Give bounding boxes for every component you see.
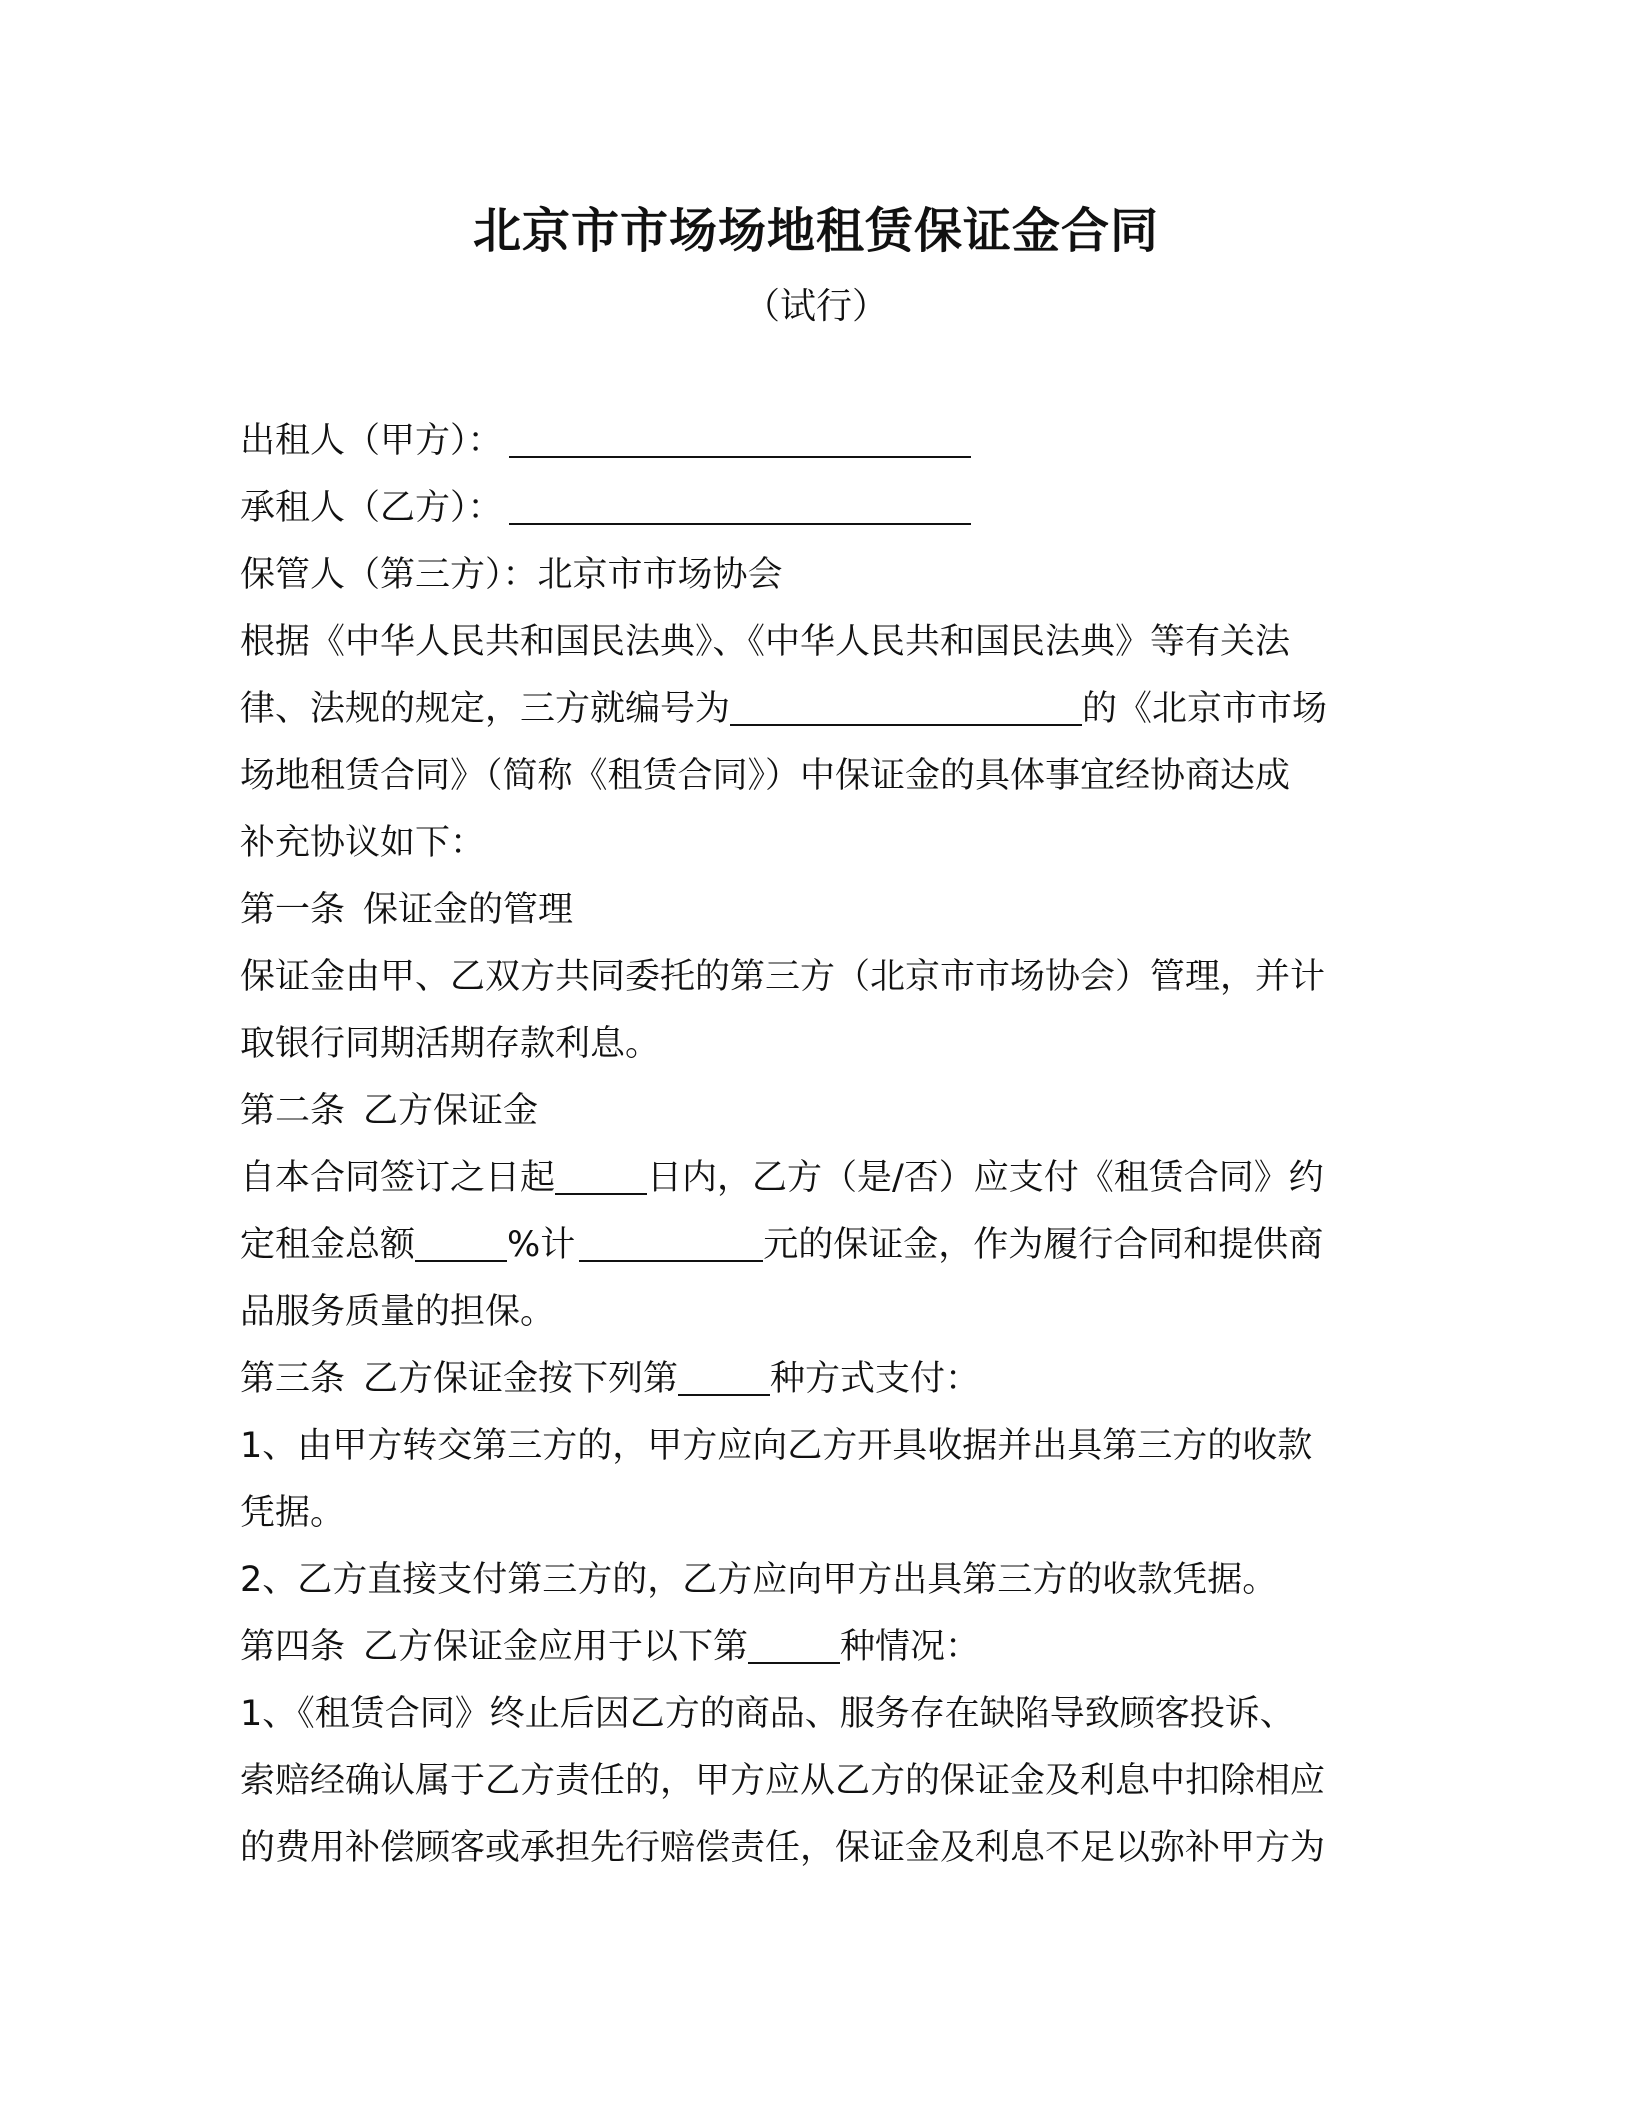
article-3-item-2: 2、乙方直接支付第三方的，乙方应向甲方出具第三方的收款凭据。 xyxy=(240,1560,1278,1600)
article-2-line-3: 品服务质量的担保。 xyxy=(240,1292,556,1332)
article-title: 保证金的管理 xyxy=(363,890,574,930)
article-text: %计 xyxy=(507,1225,576,1265)
article-2-line-2 xyxy=(240,1212,1390,1279)
lessor-line xyxy=(240,408,1390,475)
article-1-line-2: 取银行同期活期存款利息。 xyxy=(240,1024,661,1064)
usage-case-blank xyxy=(748,1618,840,1664)
lessee-blank xyxy=(509,479,971,525)
article-title: 乙方保证金按下列第 xyxy=(363,1359,679,1399)
article-title: 种方式支付： xyxy=(770,1359,981,1399)
article-text: 日内，乙方（是/否）应支付《租赁合同》约 xyxy=(647,1158,1324,1198)
lessee-label: 承租人（乙方）： xyxy=(240,488,503,528)
article-3-item-1-line-1: 1、由甲方转交第三方的，甲方应向乙方开具收据并出具第三方的收款 xyxy=(240,1426,1313,1466)
document-title: 北京市市场场地租赁保证金合同 xyxy=(472,203,1159,259)
percent-blank xyxy=(415,1216,507,1262)
article-3-item-1-line-2: 凭据。 xyxy=(240,1493,346,1533)
article-text: 定租金总额 xyxy=(240,1225,416,1265)
article-1-heading xyxy=(240,877,1390,944)
preamble-line-2 xyxy=(240,676,1390,743)
contract-number-blank xyxy=(730,680,1082,726)
article-number: 第二条 xyxy=(240,1091,346,1131)
lessor-blank xyxy=(509,412,971,458)
article-3-heading xyxy=(240,1346,1390,1413)
article-4-item-1-line-1: 1、《租赁合同》终止后因乙方的商品、服务存在缺陷导致顾客投诉、 xyxy=(240,1694,1295,1734)
article-title: 种情况： xyxy=(840,1627,981,1667)
payment-method-blank xyxy=(678,1350,770,1396)
article-4-item-1-line-3: 的费用补偿顾客或承担先行赔偿责任，保证金及利息不足以弥补甲方为 xyxy=(240,1828,1326,1868)
lessor-label: 出租人（甲方）： xyxy=(240,421,503,461)
custodian-line: 保管人（第三方）：北京市市场协会 xyxy=(240,555,783,595)
article-2-heading xyxy=(240,1078,1390,1145)
article-2-line-1 xyxy=(240,1145,1390,1212)
lessee-line xyxy=(240,475,1390,542)
article-title: 乙方保证金 xyxy=(363,1091,539,1131)
article-text: 元的保证金，作为履行合同和提供商 xyxy=(763,1225,1324,1265)
days-blank xyxy=(555,1149,647,1195)
amount-blank xyxy=(579,1216,763,1262)
document-body xyxy=(240,408,1390,1882)
document-subtitle: （试行） xyxy=(743,286,888,327)
preamble-line-3: 场地租赁合同》（简称《租赁合同》）中保证金的具体事宜经协商达成 xyxy=(240,756,1291,796)
preamble-text: 律、法规的规定，三方就编号为 xyxy=(240,689,731,729)
preamble-line-1: 根据《中华人民共和国民法典》、《中华人民共和国民法典》等有关法 xyxy=(240,622,1291,662)
article-4-heading xyxy=(240,1614,1390,1681)
preamble-text: 的《北京市市场 xyxy=(1082,689,1328,729)
preamble-line-4: 补充协议如下： xyxy=(240,823,486,863)
article-number: 第一条 xyxy=(240,890,346,930)
article-title: 乙方保证金应用于以下第 xyxy=(363,1627,749,1667)
article-4-item-1-line-2: 索赔经确认属于乙方责任的，甲方应从乙方的保证金及利息中扣除相应 xyxy=(240,1761,1326,1801)
article-number: 第三条 xyxy=(240,1359,346,1399)
article-number: 第四条 xyxy=(240,1627,346,1667)
article-text: 自本合同签订之日起 xyxy=(240,1158,556,1198)
article-1-line-1: 保证金由甲、乙双方共同委托的第三方（北京市市场协会）管理，并计 xyxy=(240,957,1326,997)
